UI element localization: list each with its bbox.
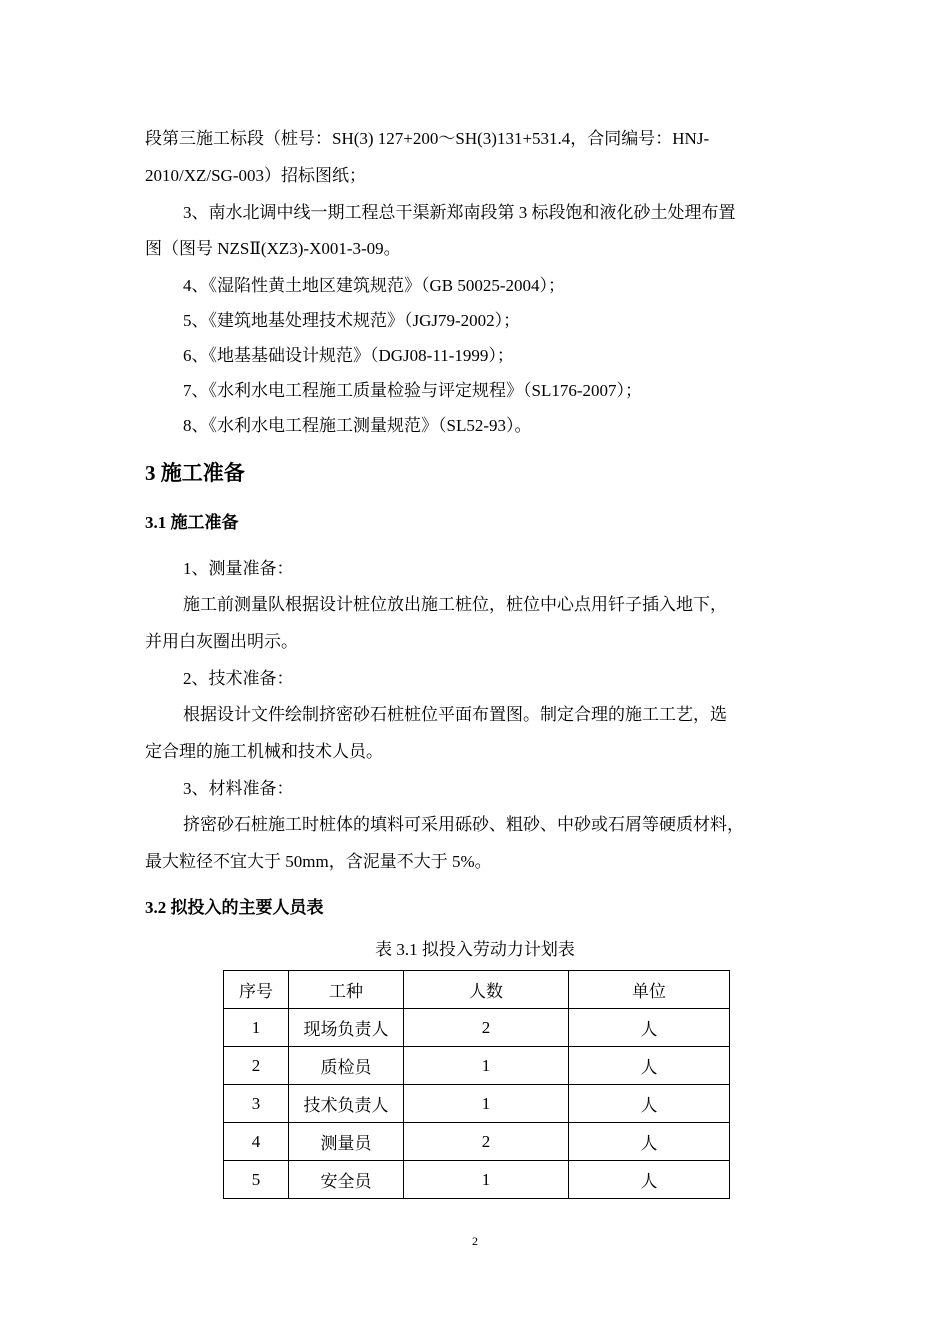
reference-item-6: 6、《地基基础设计规范》（DGJ08-11-1999）； — [183, 346, 514, 365]
cell-index: 1 — [224, 1009, 289, 1047]
table-caption: 表 3.1 拟投入劳动力计划表 — [375, 940, 575, 959]
table-row — [224, 1123, 730, 1161]
reference-item-7: 7、《水利水电工程施工质量检验与评定规程》（SL176-2007）； — [183, 381, 642, 400]
cell-job: 安全员 — [289, 1161, 404, 1199]
section-heading-3: 3 施工准备 — [145, 461, 245, 485]
cell-unit: 人 — [569, 1161, 730, 1199]
item-technical-line1: 根据设计文件绘制挤密砂石桩桩位平面布置图。制定合理的施工工艺，选 — [183, 705, 727, 724]
item-survey-line2: 并用白灰圈出明示。 — [145, 632, 298, 651]
cell-unit: 人 — [569, 1047, 730, 1085]
cell-count: 1 — [404, 1161, 569, 1199]
header-cell-unit: 单位 — [569, 971, 730, 1009]
item-material-line1: 挤密砂石桩施工时桩体的填料可采用砾砂、粗砂、中砂或石屑等硬质材料， — [183, 815, 744, 834]
cell-count: 1 — [404, 1085, 569, 1123]
cell-unit: 人 — [569, 1085, 730, 1123]
subsection-heading-3-1: 3.1 施工准备 — [145, 513, 239, 532]
cell-count: 2 — [404, 1123, 569, 1161]
cell-index: 2 — [224, 1047, 289, 1085]
reference-item-5: 5、《建筑地基处理技术规范》（JGJ79-2002）； — [183, 311, 521, 330]
cell-index: 5 — [224, 1161, 289, 1199]
item-material-title: 3、材料准备： — [183, 779, 294, 798]
reference-item-3-line2: 图（图号 NZSⅡ(XZ3)-X001-3-09。 — [145, 239, 401, 258]
labor-plan-table — [223, 970, 730, 1199]
cell-index: 3 — [224, 1085, 289, 1123]
cell-count: 1 — [404, 1047, 569, 1085]
cell-index: 4 — [224, 1123, 289, 1161]
page-number: 2 — [472, 1234, 478, 1248]
cell-job: 质检员 — [289, 1047, 404, 1085]
item-survey-line1: 施工前测量队根据设计桩位放出施工桩位，桩位中心点用钎子插入地下， — [183, 595, 727, 614]
table-row — [224, 1085, 730, 1123]
item-material-line2: 最大粒径不宜大于 50mm，含泥量不大于 5%。 — [145, 852, 492, 871]
cell-job: 现场负责人 — [289, 1009, 404, 1047]
cell-count: 2 — [404, 1009, 569, 1047]
cell-job: 技术负责人 — [289, 1085, 404, 1123]
reference-item-4: 4、《湿陷性黄土地区建筑规范》（GB 50025-2004）； — [183, 276, 566, 295]
table-header-row — [224, 971, 730, 1009]
reference-item-3-line1: 3、南水北调中线一期工程总干渠新郑南段第 3 标段饱和液化砂土处理布置 — [183, 203, 736, 222]
item-technical-line2: 定合理的施工机械和技术人员。 — [145, 742, 383, 761]
table-row — [224, 1047, 730, 1085]
paragraph-continuation-line2: 2010/XZ/SG-003）招标图纸； — [145, 166, 366, 185]
reference-item-8: 8、《水利水电工程施工测量规范》（SL52-93）。 — [183, 416, 532, 435]
table-row — [224, 1009, 730, 1047]
cell-job: 测量员 — [289, 1123, 404, 1161]
paragraph-continuation-line1: 段第三施工标段（桩号：SH(3) 127+200～SH(3)131+531.4，合同编号：HNJ- — [145, 129, 710, 148]
table-row — [224, 1161, 730, 1199]
item-survey-title: 1、测量准备： — [183, 559, 294, 578]
item-technical-title: 2、技术准备： — [183, 669, 294, 688]
cell-unit: 人 — [569, 1123, 730, 1161]
header-cell-count: 人数 — [404, 971, 569, 1009]
header-cell-job: 工种 — [289, 971, 404, 1009]
cell-unit: 人 — [569, 1009, 730, 1047]
header-cell-index: 序号 — [224, 971, 289, 1009]
subsection-heading-3-2: 3.2 拟投入的主要人员表 — [145, 898, 324, 917]
